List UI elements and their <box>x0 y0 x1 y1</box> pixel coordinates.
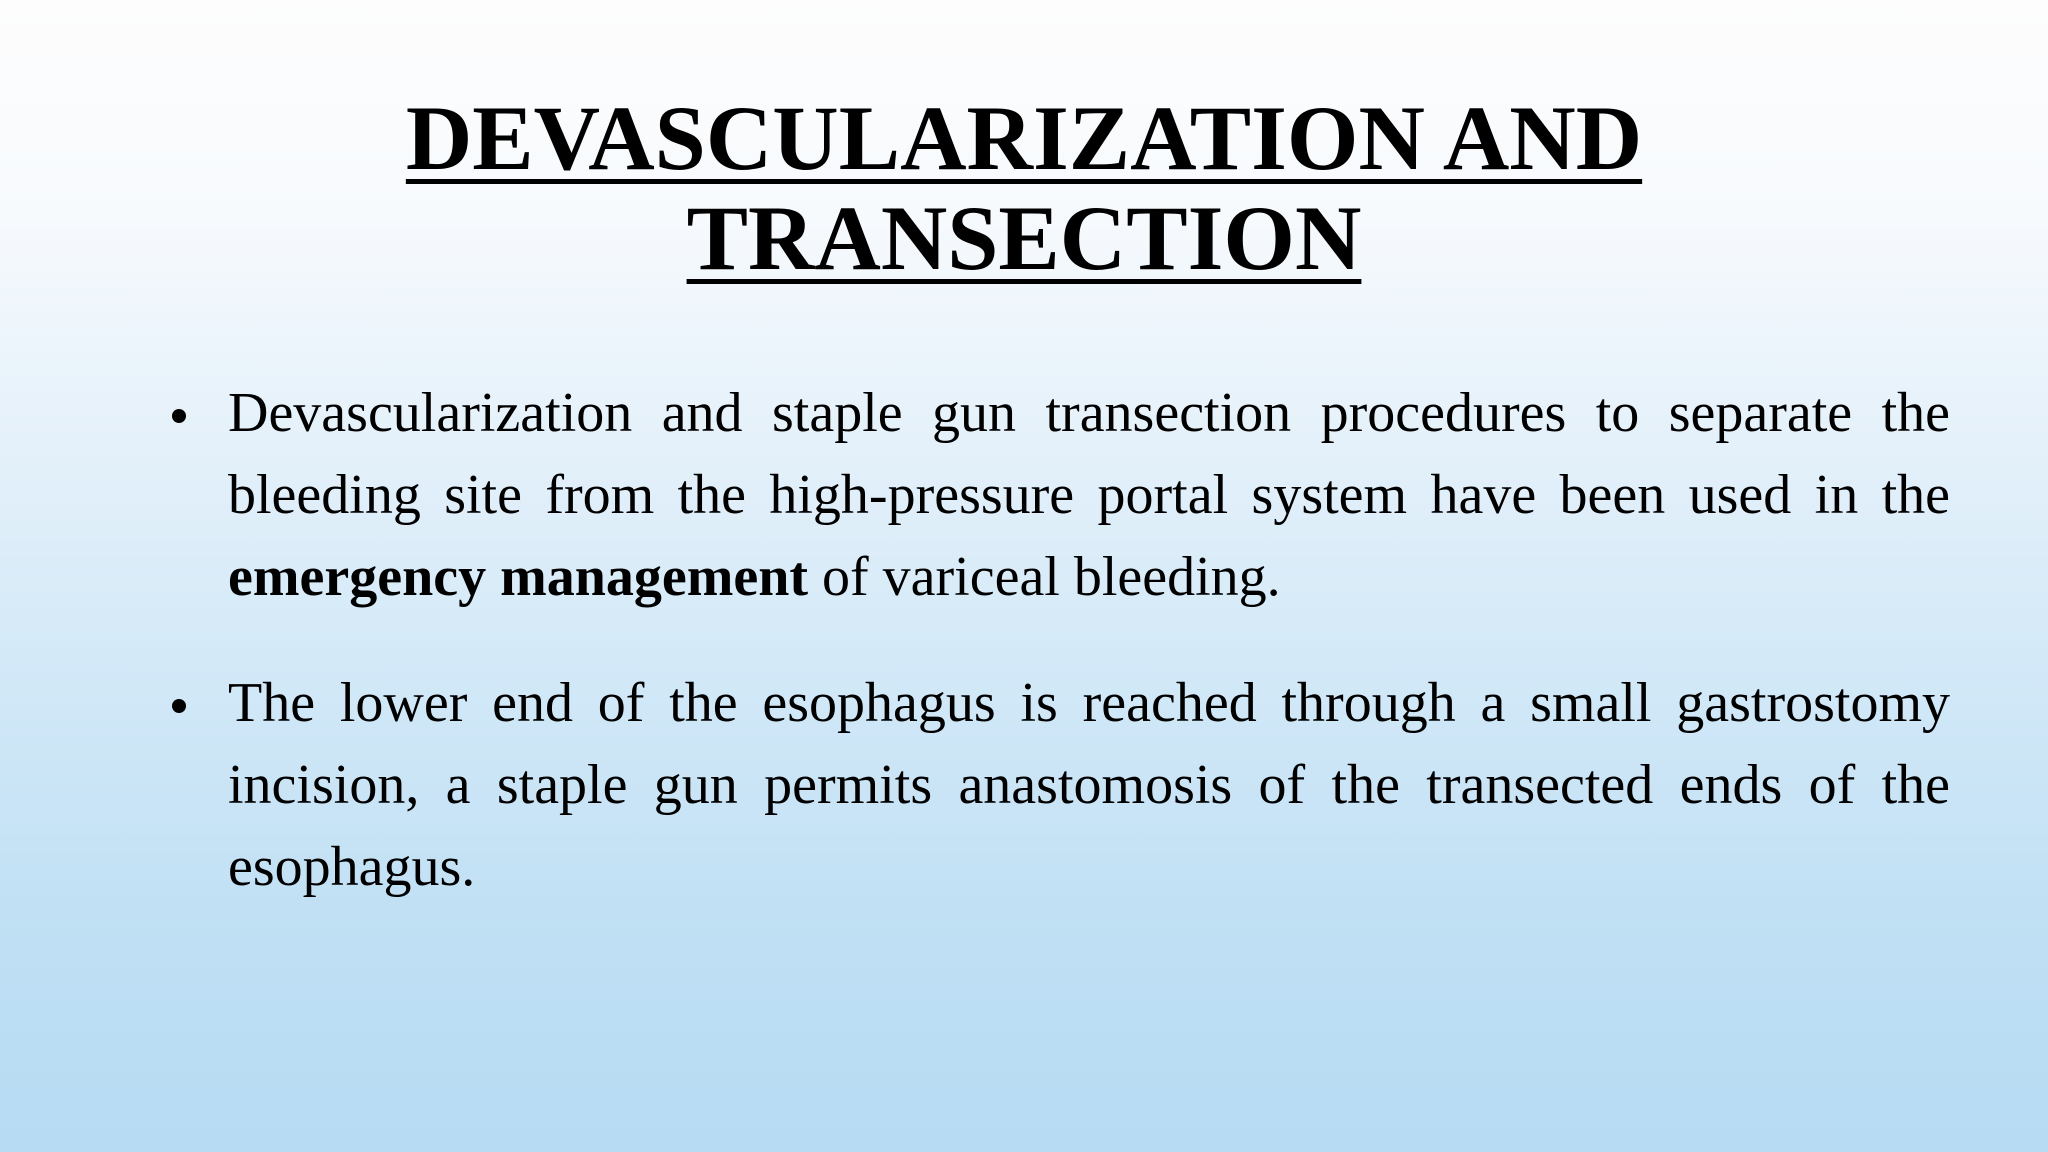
bullet-list <box>168 372 1950 952</box>
bullet-dot-icon <box>172 409 186 423</box>
bullet-2-text: The lower end of the esophagus is reached through a small gastrostomy incision, a staple gun permits anastomosis of the transected ends of the esophagus. <box>228 672 1950 898</box>
bullet-dot-icon <box>172 699 186 713</box>
title-line-1: DEVASCULARIZATION AND <box>405 87 1643 189</box>
bullet-text-1 <box>228 382 1950 608</box>
bullet-1-bold-text: emergency management <box>228 546 809 608</box>
bullet-item-1 <box>168 372 1950 618</box>
bullet-item-2 <box>168 662 1950 908</box>
slide-title <box>0 88 2048 288</box>
bullet-1-text-after: of variceal bleeding. <box>808 546 1281 608</box>
bullet-1-text-before: Devascularization and staple gun transection procedures to separate the bleeding site from the high-pressure portal system have been used in the <box>228 382 1950 526</box>
title-line-2: TRANSECTION <box>686 187 1362 289</box>
bullet-text-2 <box>228 672 1950 898</box>
